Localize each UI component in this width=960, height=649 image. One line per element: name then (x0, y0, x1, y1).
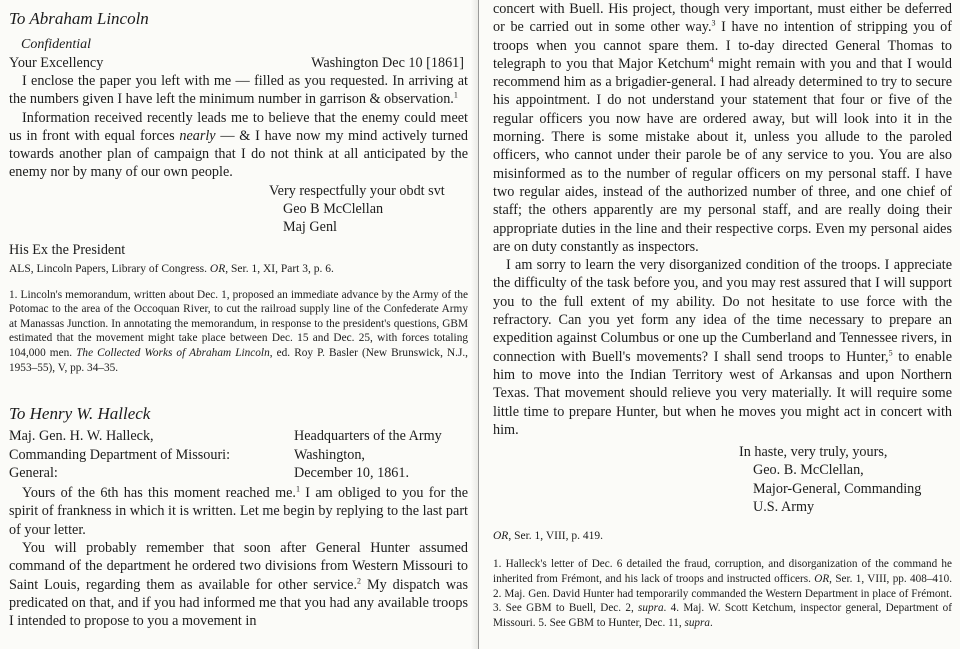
letter2-paragraph-2-continued: concert with Buell. His project, though very important, must either be deferred or be carried out in some other way.$^3$ I have no intention of stripping you of troops when you cannot spare them. I to-day directed General Thomas to telegraph to you that Major Ketchum$^4$ might remain with you and that I would recommend him as a brigadier-general. I had already determined to try to secure his appointment. I do not understand your statement that four or five of the regular officers you now have are ordered away, but will look into it in the morning. There is some mistake about it, unless you allude to the paroled officers, who cannot under their parole be of any service to you. You are also misinformed as to the number of regular officers on my personal staff. I have two regular aides, instead of the authorized number of three, and one chief of staff; the others apparently are my personal staff, and are really doing their appropriate duties in the line and their respective corps. Even my personal aides are on duty constantly as inspectors. (493, 1, 952, 255)
salutation: Your Excellency (9, 55, 104, 71)
footnote-ref: 3 (711, 18, 716, 28)
signature-name: Geo. B. McClellan, (753, 462, 864, 479)
footnote-ref: 1 (295, 484, 300, 494)
footnote-1: 1. Lincoln's memorandum, written about Dec. 1, proposed an immediate advance by the Army of the Potomac to the area of the Occoquan River, to cut the railroad supply line of the Confederate Army at Manassas Junction. In annotating the memorandum, in response to the president's questions, GBM estimated that the movement might take place between Dec. 15 and Dec. 25, with forces totaling 104,000 men. The Collected Works of Abraham Lincoln, ed. Roy P. Basler (New Brunswick, N.J., 1953–55), V, pp. 34–35. (9, 288, 468, 374)
header-cell: Washington, (294, 446, 365, 463)
header-cell: Headquarters of the Army (294, 428, 442, 445)
header-cell: Maj. Gen. H. W. Halleck, (9, 428, 154, 445)
signature-block (493, 443, 952, 516)
letter2-paragraph-1: Yours of the 6th has this moment reached me.$^1$ I am obliged to you for the spirit of frankness in which it is written. Let me begin by replying to the last part of your letter. (9, 484, 468, 538)
letter-heading-lincoln: To Abraham Lincoln (9, 9, 149, 28)
footnote-ref: 2 (357, 575, 361, 585)
letter-heading-halleck: To Henry W. Halleck (9, 404, 151, 424)
letter2-paragraph-3: I am sorry to learn the very disorganized condition of the troops. I appreciate the difficulty of the task before you, and you may rest assured that I will support you to the full extent of my ability. Do not hesitate to use force with the refractory. Can you yet form any idea of the time necessary to prepare an expedition against Columbus or one up the Cumberland and Tennessee rivers, in connection with Buell's movements? I shall send troops to Hunter,$^5$ to enable him to move into the Indian Territory west of Arkansas and upon Northern Texas. That movement should relieve you very materially. It will require some little time to prepare Hunter, but when he moves you might act in concert with him. (493, 257, 952, 438)
letter1-paragraph-1: I enclose the paper you left with me — filled as you requested. In arriving at the numbers given I have left the minimum number in garrison & observation.$^1$ (9, 73, 468, 108)
addressee: His Ex the President (9, 241, 126, 258)
closing-line: Very respectfully your obdt svt (269, 182, 445, 199)
header-cell: General: (9, 464, 58, 481)
source-citation: ALS, Lincoln Papers, Library of Congress. OR, Ser. 1, XI, Part 3, p. 6. (9, 262, 334, 275)
left-page (0, 0, 478, 649)
footnote-ref: 4 (709, 55, 714, 65)
salutation-row (9, 54, 468, 72)
footnote-ref: 1 (453, 90, 458, 100)
letter2-paragraph-2: You will probably remember that soon after General Hunter assumed command of the department he ordered two divisions from Western Missouri to Saint Louis, regarding them as available for other service.$^2$ My dispatch was predicated on that, and if you had informed me that you had any available troops I intended to propose to you a movement in (9, 540, 468, 630)
signature-unit: U.S. Army (753, 499, 815, 516)
header-cell: December 10, 1861. (294, 464, 410, 481)
letter-header-table (9, 427, 468, 482)
signature-rank: Maj Genl (283, 219, 337, 236)
footnotes: 1. Halleck's letter of Dec. 6 detailed the fraud, corruption, and disorganization of the command he inherited from Frémont, and his lack of troops and instructed officers. OR, Ser. 1, VIII, pp. 408–410. 2. Maj. Gen. David Hunter had temporarily commanded the Western Department in place of Frémont. 3. See GBM to Buell, Dec. 2, supra. 4. Maj. W. Scott Ketchum, inspector general, Department of Missouri. 5. See GBM to Hunter, Dec. 11, supra. (493, 558, 952, 629)
signature-name: Geo B McClellan (283, 201, 384, 218)
dateline: Washington Dec 10 [1861] (311, 55, 464, 71)
right-page (478, 0, 960, 649)
confidential-label: Confidential (21, 37, 91, 52)
signature-rank: Major-General, Commanding (753, 480, 922, 497)
closing-line: In haste, very truly, yours, (739, 444, 888, 461)
header-cell: Commanding Department of Missouri: (9, 446, 231, 463)
footnote-ref: 5 (888, 347, 893, 357)
source-citation: OR, Ser. 1, VIII, p. 419. (493, 530, 603, 543)
letter1-paragraph-2: Information received recently leads me to believe that the enemy could meet us in front with equal forces nearly — & I have now my mind actively turned towards another plan of campaign that I do not think at all anticipated by the enemy nor by many of our own people. (9, 109, 468, 181)
